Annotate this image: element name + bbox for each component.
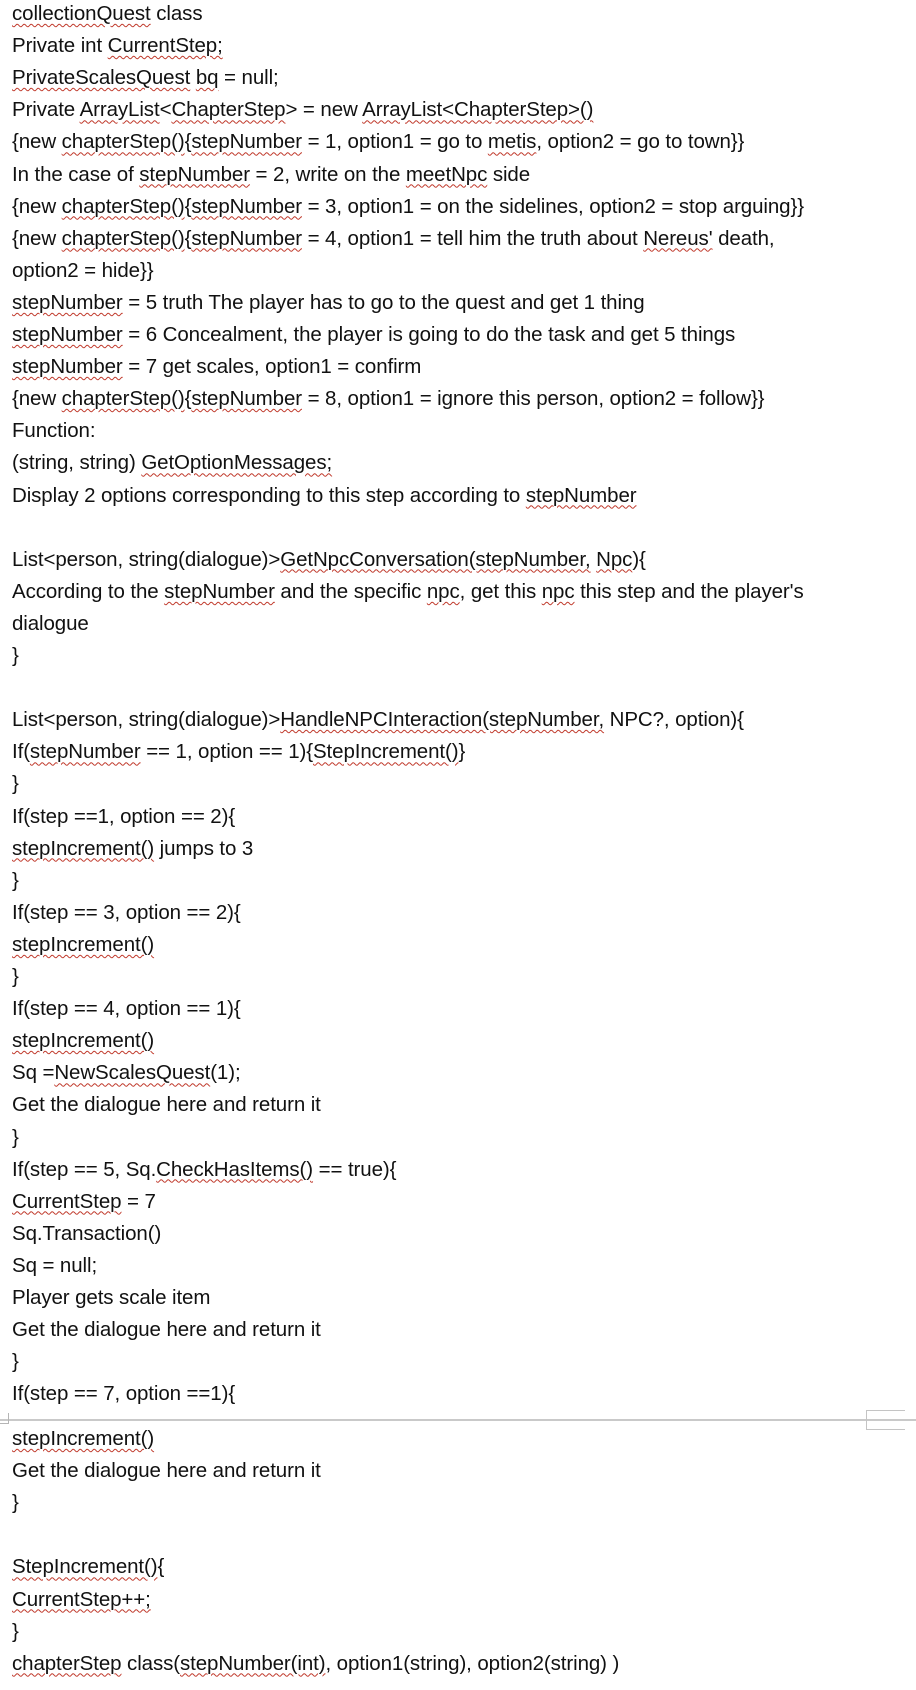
text-run: Display 2 options corresponding to this step according to <box>12 483 526 507</box>
spellcheck-flagged-text: metis <box>487 130 537 154</box>
text-run: > = new <box>285 98 363 122</box>
spellcheck-flagged-text: StepIncrement() <box>312 740 459 764</box>
text-run: = 5 truth The player has to go to the quest and get 1 thing <box>122 290 645 314</box>
text-line <box>12 1382 904 1406</box>
text-line <box>12 901 904 925</box>
spellcheck-flagged-text: stepNumber <box>191 194 302 218</box>
text-line <box>12 1588 904 1612</box>
text-run: = 4, option1 = tell him the truth about <box>301 226 644 250</box>
spellcheck-flagged-text: Npc <box>596 547 633 571</box>
text-line <box>12 1190 904 1214</box>
text-line <box>12 1459 904 1483</box>
spellcheck-flagged-text: ChapterStep <box>171 98 286 122</box>
text-line <box>12 1286 904 1310</box>
text-line <box>12 965 904 989</box>
text-run: { <box>157 1555 165 1579</box>
text-line <box>12 163 904 187</box>
text-run: { <box>184 387 192 411</box>
spellcheck-flagged-text: stepIncrement() <box>12 1427 155 1450</box>
text-line <box>12 1652 904 1676</box>
spellcheck-flagged-text: CurrentStep <box>12 1189 122 1213</box>
spellcheck-flagged-text: stepIncrement() <box>12 1029 155 1053</box>
text-line <box>12 419 904 443</box>
text-run: = 1, option1 = go to <box>301 130 488 154</box>
text-line <box>12 612 904 636</box>
text-run: In the case of <box>12 162 140 186</box>
text-run: { <box>184 194 192 218</box>
text-run: and the specific <box>274 579 427 603</box>
spellcheck-flagged-text: stepNumber <box>12 323 123 346</box>
text-run: If(step == 3, option == 2){ <box>12 900 241 924</box>
text-line <box>12 1029 904 1053</box>
text-run: = 8, option1 = ignore this person, option2 = follow}} <box>301 387 765 411</box>
text-run: = 7 get scales, option1 = confirm <box>122 355 422 379</box>
text-run: = 6 Concealment, the player is going to do the task and get 5 things <box>122 323 736 346</box>
text-run: {new <box>12 194 62 218</box>
text-run: Private int <box>12 34 108 58</box>
margin-marker-right <box>866 1410 905 1430</box>
text-run: ){ <box>632 547 646 571</box>
text-run: = 7 <box>121 1189 156 1213</box>
text-run: NPC?, option){ <box>604 708 744 732</box>
text-line <box>12 387 904 411</box>
text-run: (string, string) <box>12 451 142 475</box>
text-line <box>12 740 904 764</box>
text-line <box>12 1318 904 1342</box>
text-line <box>12 1093 904 1117</box>
text-line <box>12 869 904 893</box>
text-run: Sq = <box>12 1061 55 1085</box>
spellcheck-flagged-text: meetNpc <box>405 162 488 186</box>
text-run: If(step == 7, option ==1){ <box>12 1382 236 1406</box>
text-run: } <box>12 644 19 667</box>
text-run: Get the dialogue here and return it <box>12 1318 321 1342</box>
spellcheck-flagged-text: stepNumber <box>191 387 302 411</box>
text-line <box>12 708 904 732</box>
text-line <box>12 837 904 861</box>
text-run: dialogue <box>12 611 89 635</box>
spellcheck-flagged-text: bq <box>195 66 219 90</box>
spellcheck-flagged-text: stepNumber(int) <box>179 1651 326 1675</box>
text-run: Private <box>12 98 80 122</box>
text-line <box>12 1158 904 1182</box>
margin-marker-left <box>0 1413 9 1424</box>
spellcheck-flagged-text: stepNumber <box>164 579 275 603</box>
text-line <box>12 2 904 26</box>
text-line <box>12 644 904 668</box>
text-run: } <box>12 1619 19 1643</box>
text-run: {new <box>12 130 62 154</box>
text-line <box>12 1555 904 1579</box>
text-run: = 2, write on the <box>249 162 406 186</box>
text-run: List<person, string(dialogue)> <box>12 708 281 732</box>
text-line <box>12 1126 904 1150</box>
text-run: List<person, string(dialogue)> <box>12 547 281 571</box>
spellcheck-flagged-text: GetOptionMessages; <box>141 451 333 475</box>
text-run: = null; <box>218 66 279 90</box>
text-line <box>12 805 904 829</box>
spellcheck-flagged-text: stepNumber <box>139 162 250 186</box>
spellcheck-flagged-text: NewScalesQuest <box>54 1061 211 1085</box>
text-line <box>12 195 904 219</box>
spellcheck-flagged-text: chapterStep <box>12 1651 122 1675</box>
text-line <box>12 291 904 315</box>
spellcheck-flagged-text: stepNumber <box>525 483 637 507</box>
text-run: {new <box>12 387 62 411</box>
text-run: this step and the player's <box>574 579 804 603</box>
text-line <box>12 34 904 58</box>
text-run: } <box>12 1350 19 1374</box>
spellcheck-flagged-text: HandleNPCInteraction(stepNumber, <box>280 708 605 732</box>
text-run: < <box>159 98 172 122</box>
text-run: Get the dialogue here and return it <box>12 1459 321 1483</box>
spellcheck-flagged-text: PrivateScalesQuest <box>12 66 191 90</box>
text-run: } <box>12 868 19 892</box>
text-line <box>12 355 904 379</box>
spellcheck-flagged-text: ArrayList <box>79 98 160 122</box>
spellcheck-flagged-text: CurrentStep++; <box>12 1587 151 1611</box>
text-run: == true){ <box>313 1157 397 1181</box>
text-run: , option1(string), option2(string) ) <box>325 1651 620 1675</box>
text-run: } <box>12 1491 19 1515</box>
text-run: death, <box>712 226 775 250</box>
text-run: Player gets scale item <box>12 1286 211 1309</box>
spellcheck-flagged-text: stepNumber <box>12 355 123 379</box>
text-line <box>12 451 904 475</box>
text-run: } <box>12 1125 19 1149</box>
spellcheck-flagged-text: stepNumber <box>12 290 123 314</box>
text-run: == 1, option == 1){ <box>140 740 313 764</box>
text-run: } <box>458 740 466 764</box>
spellcheck-flagged-text: chapterStep() <box>61 387 185 411</box>
text-line <box>12 227 904 251</box>
text-line <box>12 772 904 796</box>
text-run: Sq.Transaction() <box>12 1221 162 1245</box>
spellcheck-flagged-text: CurrentStep; <box>107 34 223 58</box>
text-run: (1); <box>210 1061 241 1085</box>
text-line <box>12 1620 904 1644</box>
text-run: According to the <box>12 579 165 603</box>
text-run: option2 = hide}} <box>12 258 154 282</box>
text-line <box>12 933 904 957</box>
text-line <box>12 130 904 154</box>
text-run: Sq = null; <box>12 1253 98 1277</box>
text-run: } <box>12 772 19 796</box>
text-run: } <box>12 965 19 988</box>
text-line <box>12 997 904 1021</box>
spellcheck-flagged-text: chapterStep() <box>61 226 185 250</box>
text-run: jumps to 3 <box>154 836 254 860</box>
text-line <box>12 1491 904 1515</box>
page-break-line <box>0 1419 916 1421</box>
text-run: { <box>184 130 192 154</box>
text-line <box>12 1427 904 1451</box>
text-run: If( <box>12 740 30 764</box>
text-line <box>12 98 904 122</box>
spellcheck-flagged-text: ArrayList<ChapterStep>() <box>362 98 594 122</box>
text-line <box>12 548 904 572</box>
text-run: class <box>150 2 203 25</box>
spellcheck-flagged-text: GetNpcConversation(stepNumber, <box>280 547 591 571</box>
text-run: Get the dialogue here and return it <box>12 1093 321 1117</box>
text-line <box>12 1222 904 1246</box>
text-run: , option2 = go to town}} <box>536 130 745 154</box>
spellcheck-flagged-text: Nereus' <box>643 226 713 250</box>
text-run: , get this <box>459 579 542 603</box>
spellcheck-flagged-text: StepIncrement() <box>12 1555 158 1579</box>
spellcheck-flagged-text: collectionQuest <box>12 2 151 25</box>
text-run: If(step ==1, option == 2){ <box>12 804 236 828</box>
text-line <box>12 66 904 90</box>
text-line <box>12 580 904 604</box>
text-run: { <box>184 226 192 250</box>
spellcheck-flagged-text: chapterStep() <box>61 130 185 154</box>
spellcheck-flagged-text: stepNumber <box>191 130 302 154</box>
spellcheck-flagged-text: npc <box>541 579 575 603</box>
text-line <box>12 484 904 508</box>
text-run: If(step == 5, Sq. <box>12 1157 157 1181</box>
spellcheck-flagged-text: CheckHasItems() <box>156 1157 314 1181</box>
spellcheck-flagged-text: stepNumber <box>191 226 302 250</box>
text-run: side <box>487 162 531 186</box>
text-run: class( <box>121 1651 180 1675</box>
text-line <box>12 1350 904 1374</box>
text-run: If(step == 4, option == 1){ <box>12 997 241 1021</box>
text-line <box>12 1254 904 1278</box>
text-run: = 3, option1 = on the sidelines, option2 = stop arguing}} <box>301 194 804 218</box>
spellcheck-flagged-text: stepNumber <box>29 740 141 764</box>
text-line <box>12 259 904 283</box>
text-run: Function: <box>12 419 96 443</box>
spellcheck-flagged-text: stepIncrement() <box>12 932 155 956</box>
text-line <box>12 1061 904 1085</box>
text-line <box>12 323 904 347</box>
spellcheck-flagged-text: chapterStep() <box>61 194 185 218</box>
text-run: {new <box>12 226 62 250</box>
spellcheck-flagged-text: npc <box>426 579 460 603</box>
spellcheck-flagged-text: stepIncrement() <box>12 836 155 860</box>
